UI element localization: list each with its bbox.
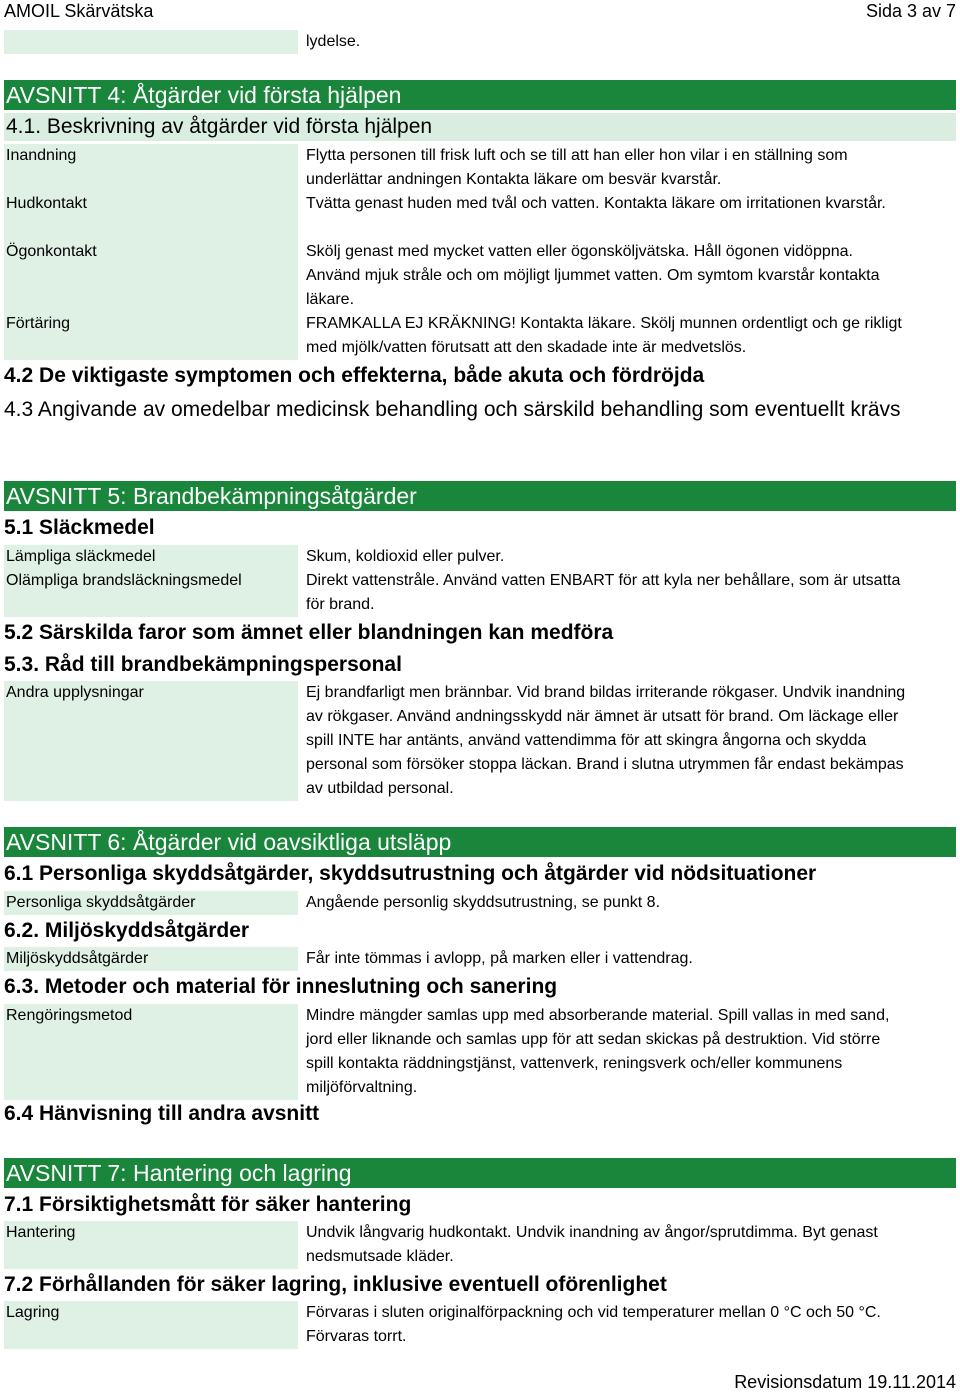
label-lampliga-slackmedel: Lämpliga släckmedel — [4, 545, 298, 569]
text-olampliga-brandslackningsmedel: Direkt vattenstråle. Använd vatten ENBART för att kyla ner behållare, som är utsatta för brand. — [306, 572, 901, 613]
subsection-4-1: 4.1. Beskrivning av åtgärder vid första hjälpen — [4, 113, 956, 141]
text-hudkontakt: Tvätta genast huden med tvål och vatten. Kontakta läkare om irritationen kvarstår. — [306, 195, 886, 212]
subsection-7-2: 7.2 Förhållanden för säker lagring, inklusive eventuell oförenlighet — [4, 1273, 667, 1296]
section-5-title: AVSNITT 5: Brandbekämpningsåtgärder — [4, 481, 956, 511]
text-fortaring: FRAMKALLA EJ KRÄKNING! Kontakta läkare. Skölj munnen ordentligt och ge rikligt med mjölk/vatten förutsatt att den skadade inte är medvetslös. — [306, 315, 902, 356]
subsection-6-2: 6.2. Miljöskyddsåtgärder — [4, 919, 250, 942]
label-fortaring: Förtäring — [4, 312, 298, 360]
subsection-4-2: 4.2 De viktigaste symptomen och effekterna, både akuta och fördröjda — [4, 364, 705, 387]
label-hantering: Hantering — [4, 1221, 298, 1269]
label-olampliga-brandslackningsmedel: Olämpliga brandsläckningsmedel — [4, 569, 298, 617]
carryover-label-cell — [4, 30, 298, 54]
subsection-6-3: 6.3. Metoder och material för inneslutning och sanering — [4, 975, 558, 998]
text-personliga-skyddsatgarder: Angående personlig skyddsutrustning, se punkt 8. — [306, 894, 661, 911]
subsection-5-2: 5.2 Särskilda faror som ämnet eller blandningen kan medföra — [4, 621, 614, 644]
subsection-6-1: 6.1 Personliga skyddsåtgärder, skyddsutrustning och åtgärder vid nödsituationer — [4, 862, 817, 885]
carryover-text: lydelse. — [306, 33, 361, 50]
text-rengoringsmetod: Mindre mängder samlas upp med absorberande material. Spill vallas in med sand, jord eller liknande och samlas upp för att sedan skickas på destruktion. Vid större spill kontakta räddningstjänst, vattenverk, reningsverk och/eller kommunens miljöförvaltning. — [306, 1007, 890, 1096]
label-lagring: Lagring — [4, 1301, 298, 1349]
page-number: Sida 3 av 7 — [865, 1, 956, 21]
label-andra-upplysningar: Andra upplysningar — [4, 681, 298, 801]
label-inandning: Inandning — [4, 144, 298, 192]
subsection-4-3: 4.3 Angivande av omedelbar medicinsk behandling och särskild behandling som eventuellt krävs — [4, 398, 901, 421]
text-lampliga-slackmedel: Skum, koldioxid eller pulver. — [306, 548, 505, 565]
section-7-title: AVSNITT 7: Hantering och lagring — [4, 1158, 956, 1188]
subsection-5-3: 5.3. Råd till brandbekämpningspersonal — [4, 653, 402, 676]
subsection-5-1: 5.1 Släckmedel — [4, 516, 155, 539]
section-6-title: AVSNITT 6: Åtgärder vid oavsiktliga utsläpp — [4, 827, 956, 857]
text-inandning: Flytta personen till frisk luft och se till att han eller hon vilar i en ställning som underlättar andningen Kontakta läkare om besvär kvarstår. — [306, 147, 848, 188]
subsection-7-1: 7.1 Försiktighetsmått för säker hantering — [4, 1193, 412, 1216]
document-title: AMOIL Skärvätska — [4, 1, 154, 21]
revision-date: Revisionsdatum 19.11.2014 — [734, 1372, 956, 1392]
label-miljoskyddsatgarder: Miljöskyddsåtgärder — [4, 947, 298, 971]
label-rengoringsmetod: Rengöringsmetod — [4, 1004, 298, 1100]
label-hudkontakt: Hudkontakt — [4, 192, 298, 240]
text-andra-upplysningar: Ej brandfarligt men brännbar. Vid brand bildas irriterande rökgaser. Undvik inandning av rökgaser. Använd andningsskydd när ämnet är utsatt för brand. Om läckage eller spill INTE har antänts, använd vattendimma för att skingra ångorna och skydda personal som försöker stoppa läckan. Brand i slutna utrymmen får endast bekämpas av utbildad personal. — [306, 684, 906, 797]
label-personliga-skyddsatgarder: Personliga skyddsåtgärder — [4, 891, 298, 915]
subsection-6-4: 6.4 Hänvisning till andra avsnitt — [4, 1102, 320, 1125]
text-lagring: Förvaras i sluten originalförpackning och vid temperaturer mellan 0 °C och 50 °C. Förvaras torrt. — [306, 1304, 881, 1345]
text-hantering: Undvik långvarig hudkontakt. Undvik inandning av ångor/sprutdimma. Byt genast nedsmutsade kläder. — [306, 1224, 878, 1265]
text-miljoskyddsatgarder: Får inte tömmas i avlopp, på marken eller i vattendrag. — [306, 950, 693, 967]
label-ogonkontakt: Ögonkontakt — [4, 240, 298, 312]
section-4-title: AVSNITT 4: Åtgärder vid första hjälpen — [4, 80, 956, 110]
text-ogonkontakt: Skölj genast med mycket vatten eller ögonsköljvätska. Håll ögonen vidöppna. Använd mjuk stråle och om möjligt ljummet vatten. Om symtom kvarstår kontakta läkare. — [306, 243, 880, 308]
